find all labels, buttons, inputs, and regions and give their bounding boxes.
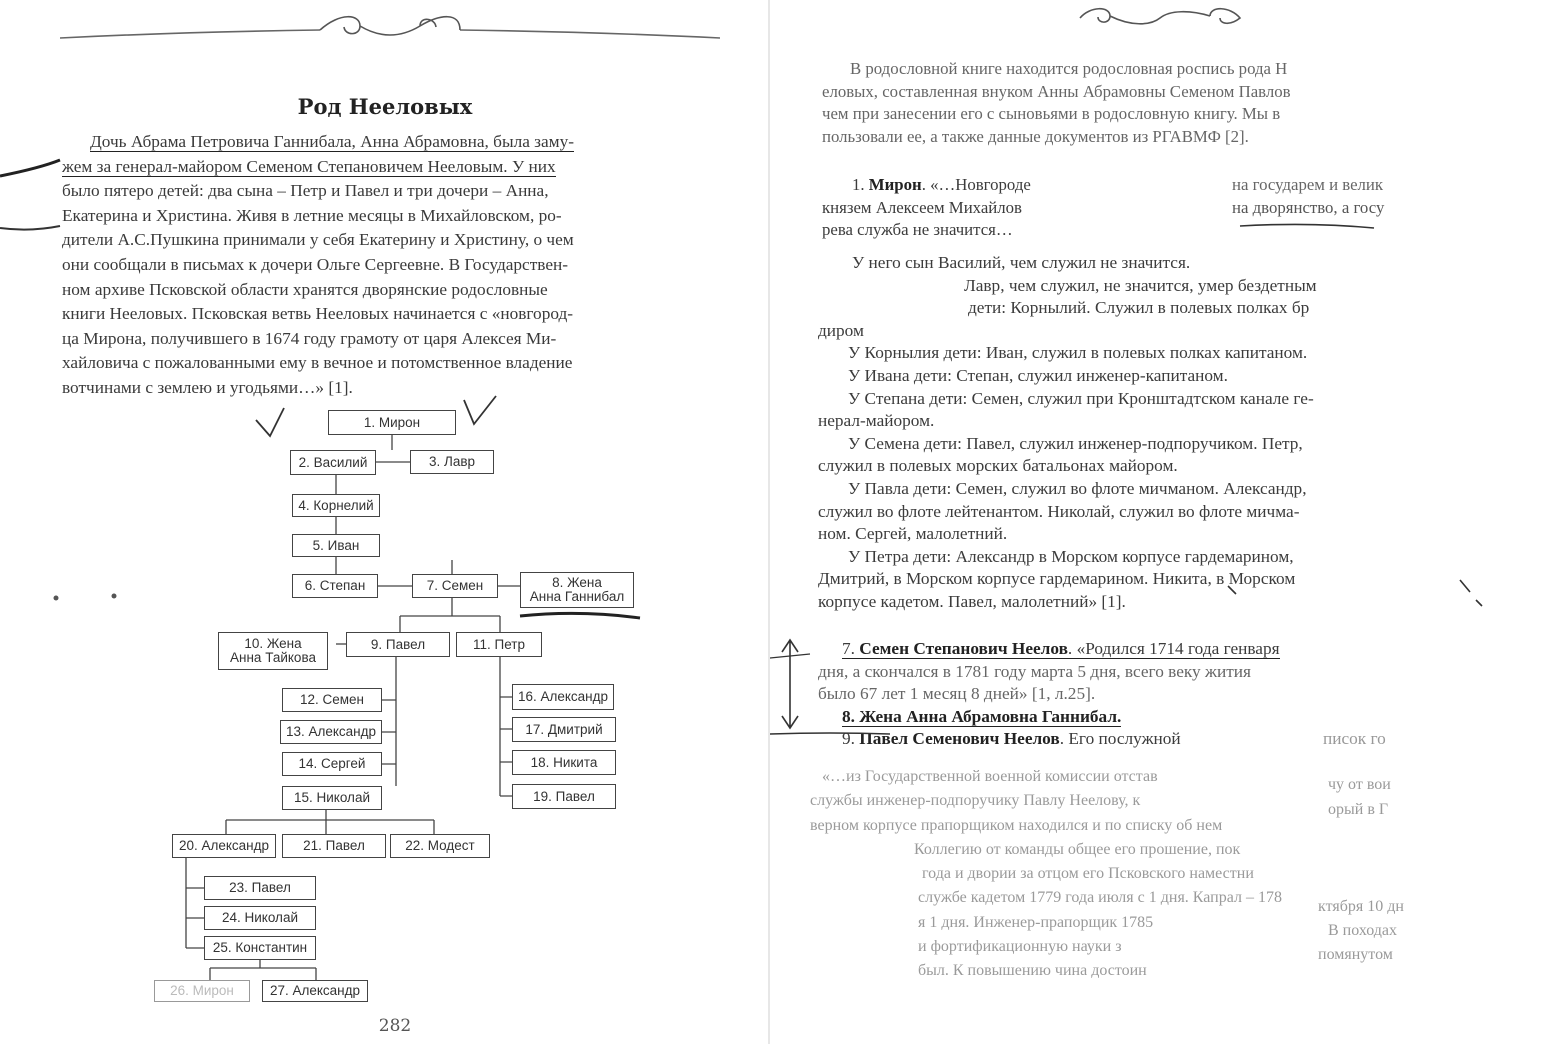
text-line: службы инженер-подпоручику Павлу Неелову, к: [810, 792, 1141, 810]
text-line: нерал-майором.: [818, 411, 935, 431]
tree-node: 6. Степан: [292, 574, 378, 598]
text-line: Дочь Абрама Петровича Ганнибала, Анна Абрамовна, была заму-: [90, 132, 575, 151]
text-line: был. К повышению чина достоин: [918, 962, 1147, 980]
tree-node: 11. Петр: [456, 632, 542, 657]
text-line: служил в полевых морских батальонах майором.: [818, 456, 1178, 476]
text-line: и фортификационную науки з: [918, 938, 1122, 956]
text-line: рева служба не значится…: [822, 220, 1013, 240]
text-line: У Павла дети: Семен, служил во флоте мичманом. Александр,: [848, 478, 1307, 498]
text-line: еловых, составленная внуком Анны Абрамовны Семеном Павлов: [822, 81, 1291, 101]
text-line: дети: Корнылий. Служил в полевых полках бр: [968, 298, 1310, 318]
tree-node: 24. Николай: [204, 906, 316, 930]
text-fragment: чу от вои: [1328, 776, 1391, 794]
text-line: диром: [818, 320, 864, 340]
text-line: верном корпусе прапорщиком находился и по списку об нем: [810, 816, 1223, 834]
text-line: Лавр, чем служил, не значится, умер бездетным: [964, 275, 1317, 295]
text-line: У Петра дети: Александр в Морском корпусе гардемарином,: [848, 546, 1294, 566]
text-line: У Ивана дети: Степан, служил инженер-капитаном.: [848, 365, 1228, 385]
tree-node: 9. Павел: [346, 632, 450, 657]
text-line: ном. Сергей, малолетний.: [818, 524, 1008, 544]
text-line: пользовали ее, а также данные документов из РГАВМФ [2].: [822, 126, 1249, 146]
text-line: службе кадетом 1779 года июля с 1 дня. Капрал – 178: [918, 889, 1282, 907]
text-fragment: ктября 10 дн: [1318, 897, 1404, 915]
wife-line: 8. Жена Анна Абрамовна Ганнибал.: [842, 706, 1122, 726]
tree-node: 5. Иван: [292, 534, 380, 557]
tree-node: 3. Лавр: [410, 450, 494, 474]
text-line: дители А.С.Пушкина принимали у себя Екатерину и Христину, о чем: [62, 230, 574, 250]
tree-node: 14. Сергей: [282, 752, 382, 776]
text-line: Екатерина и Христина. Живя в летние месяцы в Михайловском, ро-: [62, 205, 562, 225]
text-fragment: орый в Г: [1328, 800, 1389, 818]
tree-node: 23. Павел: [204, 876, 316, 900]
text-line: князем Алексеем Михайлов на дворянство, а госу: [822, 197, 1385, 217]
tree-node: 1. Мирон: [328, 410, 456, 435]
tree-node: 13. Александр: [280, 720, 382, 744]
text-line: было 67 лет 1 месяц 8 дней» [1, л.25].: [818, 684, 1096, 704]
genealogy-tree: [0, 0, 770, 1044]
text-line: ном архиве Псковской области хранятся дворянские родословные: [62, 279, 548, 299]
text-line: книги Нееловых. Псковская ветвь Нееловых начинается с «новгород-: [62, 304, 574, 324]
tree-node: 27. Александр: [262, 980, 368, 1002]
text-line: 7. Семен Степанович Неелов. «Родился 1714 года генваря: [842, 639, 1280, 658]
text-line: вотчинами с землею и угодьями…» [1].: [62, 377, 353, 397]
text-line: У него сын Василий, чем служил не значится.: [852, 253, 1191, 272]
text-line: В родословной книге находится родословная роспись рода Н: [850, 59, 1288, 78]
tree-node: 16. Александр: [512, 684, 614, 710]
text-line: хайловича с пожалованными ему в вечное и потомственное владение: [62, 353, 573, 373]
tree-node: 10. Жена Анна Тайкова: [218, 632, 328, 670]
tree-node: 25. Константин: [204, 936, 316, 960]
text-line: жем за генерал-майором Семеном Степановичем Нееловым. У них: [62, 156, 556, 176]
right-page: [770, 0, 1541, 1044]
tree-node: 17. Дмитрий: [512, 717, 616, 742]
text-fragment: помянутом: [1318, 946, 1393, 964]
tree-node: 4. Корнелий: [292, 494, 380, 517]
tree-node: 18. Никита: [512, 750, 616, 775]
text-line: я 1 дня. Инженер-прапорщик 1785: [918, 913, 1154, 931]
text-line: чем при занесении его с сыновьями в родословную книгу. Мы в: [822, 104, 1281, 124]
text-line: дня, а скончался в 1781 году марта 5 дня, всего веку жития: [818, 661, 1251, 681]
text-fragment: В походах: [1328, 922, 1398, 940]
tree-node: 2. Василий: [290, 450, 376, 475]
text-line: Коллегию от команды общее его прошение, пок: [914, 840, 1241, 858]
tree-node: 22. Модест: [390, 834, 490, 858]
text-line: «…из Государственной военной комиссии отстав: [822, 768, 1158, 785]
text-line: У Корнылия дети: Иван, служил в полевых полках капитаном.: [848, 343, 1308, 363]
tree-node: 21. Павел: [282, 834, 386, 858]
tree-node: 7. Семен: [412, 574, 498, 598]
text-line: У Семена дети: Павел, служил инженер-подпоручиком. Петр,: [848, 433, 1303, 453]
tree-node: 20. Александр: [172, 834, 276, 858]
text-line: 1. Мирон. «…Новгороде на государем и велик: [852, 175, 1384, 194]
text-line: было пятеро детей: два сына – Петр и Павел и три дочери – Анна,: [62, 181, 549, 201]
pen-marks-right: [770, 0, 1541, 1044]
text-line: ца Мирона, получившего в 1674 году грамоту от царя Алексея Ми-: [62, 328, 557, 348]
tree-node: 19. Павел: [512, 784, 616, 809]
left-page: [0, 0, 770, 1044]
tree-node: 26. Мирон: [154, 980, 250, 1002]
tree-node: 8. Жена Анна Ганнибал: [520, 572, 634, 608]
tree-node: 15. Николай: [282, 786, 382, 810]
text-line: служил во флоте лейтенантом. Николай, служил во флоте мичма-: [818, 501, 1300, 521]
text-line: 9. Павел Семенович Неелов. Его послужной писок го: [842, 729, 1386, 749]
text-line: они сообщали в письмах к дочери Ольге Сергеевне. В Государствен-: [62, 254, 569, 274]
chapter-title: Род Нееловых: [297, 94, 473, 119]
text-line: У Степана дети: Семен, служил при Кронштадтском канале ге-: [848, 388, 1314, 408]
tree-node: 12. Семен: [282, 688, 382, 712]
text-line: Дмитрий, в Морском корпусе гардемарином. Никита, в Морском: [818, 569, 1296, 589]
text-line: корпусе кадетом. Павел, малолетний» [1].: [818, 591, 1126, 611]
text-line: года и двории за отцом его Псковского наместни: [922, 865, 1254, 883]
page-number: 282: [378, 1016, 412, 1036]
